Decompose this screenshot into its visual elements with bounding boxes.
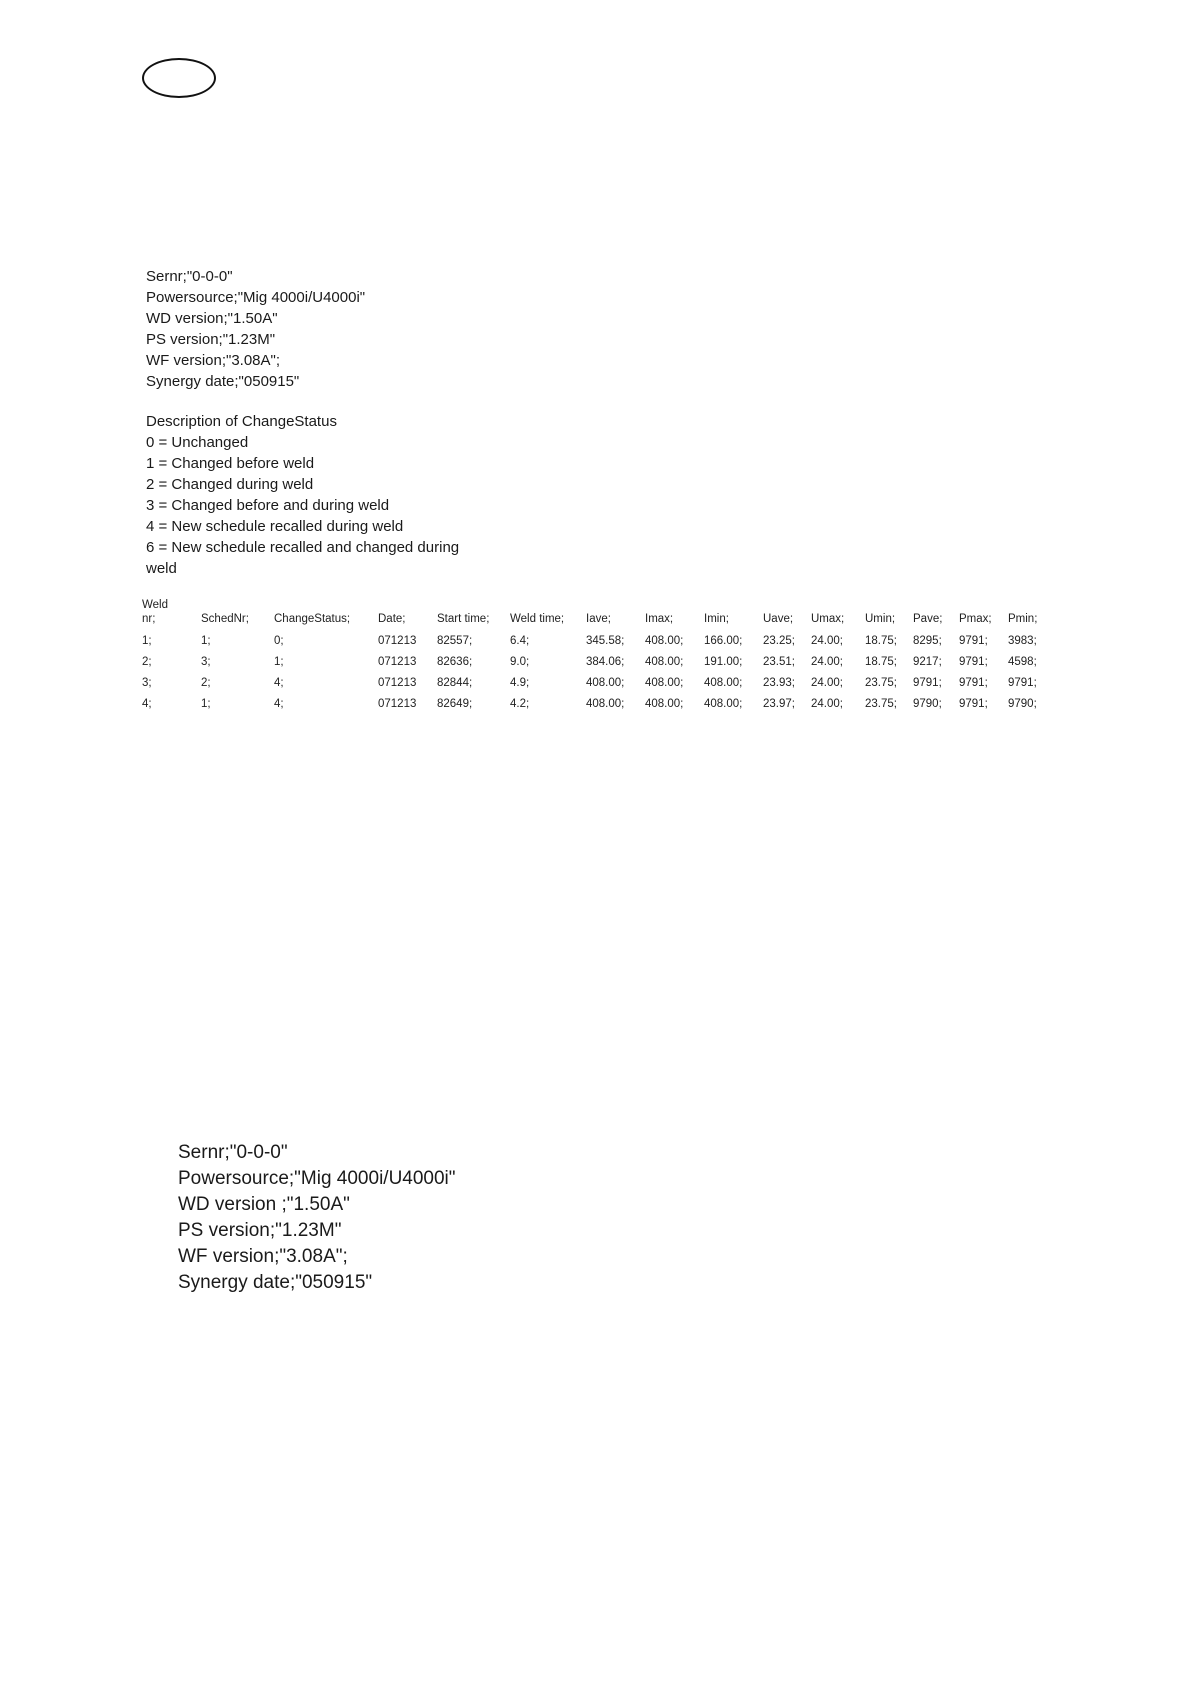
table-cell: 9791; — [959, 698, 988, 710]
table-cell: 9791; — [959, 635, 988, 647]
table-cell: 191.00; — [704, 656, 743, 668]
table-cell: 408.00; — [704, 698, 743, 710]
column-header — [1008, 596, 1048, 626]
table-cell: 071213 — [378, 677, 417, 689]
table-cell: 9791; — [913, 677, 942, 689]
change-status-description — [146, 411, 459, 579]
table-cell: 9790; — [1008, 698, 1037, 710]
info-line: WF version;"3.08A"; — [178, 1246, 348, 1267]
table-cell: 1; — [274, 656, 284, 668]
table-cell: 408.00; — [704, 677, 743, 689]
table-cell: 9.0; — [510, 656, 530, 668]
column-header — [959, 596, 1008, 626]
table-cell: 82649; — [437, 698, 473, 710]
table-cell: 6.4; — [510, 635, 530, 647]
table-cell: 408.00; — [645, 698, 684, 710]
column-header-text: Uave; — [763, 613, 794, 625]
table-cell: 3; — [142, 677, 152, 689]
column-header — [763, 596, 811, 626]
table-cell: 0; — [274, 635, 284, 647]
table-cell: 166.00; — [704, 635, 743, 647]
column-header-text: Weld time; — [510, 613, 565, 625]
column-header-text: Imax; — [645, 613, 674, 625]
column-header-text: Umin; — [865, 613, 896, 625]
column-header-text: Umax; — [811, 613, 845, 625]
column-header-text: SchedNr; — [201, 613, 249, 625]
table-cell: 3; — [201, 656, 211, 668]
table-cell: 24.00; — [811, 656, 843, 668]
table-cell: 4; — [274, 677, 284, 689]
column-header — [865, 596, 913, 626]
table-cell: 345.58; — [586, 635, 625, 647]
table-header-row — [142, 596, 1048, 626]
table-cell: 9791; — [1008, 677, 1037, 689]
table-cell: 408.00; — [645, 656, 684, 668]
table-cell: 18.75; — [865, 656, 897, 668]
table-cell: 1; — [201, 698, 211, 710]
table-row — [142, 626, 1048, 647]
table-cell: 2; — [142, 656, 152, 668]
table-row — [142, 689, 1048, 710]
column-header — [378, 596, 437, 626]
column-header — [913, 596, 959, 626]
table-row — [142, 647, 1048, 668]
change-status-item: 3 = Changed before and during weld — [146, 497, 390, 514]
table-cell: 82557; — [437, 635, 473, 647]
column-header-text: ChangeStatus; — [274, 613, 351, 625]
table-cell: 8295; — [913, 635, 942, 647]
info-line: Powersource;"Mig 4000i/U4000i" — [146, 289, 366, 306]
change-status-item: weld — [146, 560, 177, 577]
table-cell: 9790; — [913, 698, 942, 710]
language-marker-oval — [142, 58, 216, 98]
table-cell: 1; — [201, 635, 211, 647]
table-cell: 408.00; — [645, 635, 684, 647]
weld-log-table — [142, 596, 1048, 710]
column-header — [510, 596, 586, 626]
table-cell: 3983; — [1008, 635, 1037, 647]
table-cell: 24.00; — [811, 677, 843, 689]
change-status-item: 0 = Unchanged — [146, 434, 249, 451]
change-status-item: 2 = Changed during weld — [146, 476, 314, 493]
column-header — [704, 596, 763, 626]
table-cell: 23.51; — [763, 656, 795, 668]
machine-info-block — [146, 266, 365, 392]
change-status-item: 1 = Changed before weld — [146, 455, 315, 472]
table-cell: 24.00; — [811, 635, 843, 647]
table-cell: 9791; — [959, 656, 988, 668]
column-header — [142, 596, 201, 626]
table-cell: 408.00; — [586, 677, 625, 689]
table-cell: 4598; — [1008, 656, 1037, 668]
column-header-text: Pmin; — [1008, 613, 1038, 625]
column-header-text: Imin; — [704, 613, 729, 625]
info-line: PS version;"1.23M" — [146, 331, 276, 348]
table-cell: 9217; — [913, 656, 942, 668]
column-header-text: nr; — [142, 613, 156, 625]
table-cell: 18.75; — [865, 635, 897, 647]
table-cell: 23.75; — [865, 677, 897, 689]
column-header-text: Date; — [378, 613, 406, 625]
table-cell: 071213 — [378, 656, 417, 668]
info-line: PS version;"1.23M" — [178, 1220, 342, 1241]
info-line: Sernr;"0-0-0" — [146, 268, 233, 285]
table-cell: 071213 — [378, 635, 417, 647]
column-header — [437, 596, 510, 626]
info-line: Sernr;"0-0-0" — [178, 1142, 288, 1163]
table-cell: 9791; — [959, 677, 988, 689]
table-cell: 1; — [142, 635, 152, 647]
column-header-text: Pave; — [913, 613, 943, 625]
info-line: WF version;"3.08A"; — [146, 352, 281, 369]
info-line: Synergy date;"050915" — [146, 373, 300, 390]
table-cell: 23.93; — [763, 677, 795, 689]
table-cell: 24.00; — [811, 698, 843, 710]
table-cell: 4; — [142, 698, 152, 710]
table-cell: 82636; — [437, 656, 473, 668]
change-status-item: 4 = New schedule recalled during weld — [146, 518, 404, 535]
table-cell: 82844; — [437, 677, 473, 689]
column-header — [274, 596, 378, 626]
machine-info-enlarged — [178, 1140, 456, 1296]
table-cell: 408.00; — [645, 677, 684, 689]
change-status-item: 6 = New schedule recalled and changed during — [146, 539, 460, 556]
info-line: WD version;"1.50A" — [146, 310, 278, 327]
table-cell: 4; — [274, 698, 284, 710]
column-header-text: Weld — [142, 599, 168, 611]
table-cell: 408.00; — [586, 698, 625, 710]
table-cell: 384.06; — [586, 656, 625, 668]
column-header — [645, 596, 704, 626]
table-cell: 23.25; — [763, 635, 795, 647]
info-line: WD version ;"1.50A" — [178, 1194, 350, 1215]
table-cell: 071213 — [378, 698, 417, 710]
column-header — [811, 596, 865, 626]
info-line: Synergy date;"050915" — [178, 1272, 373, 1293]
table-cell: 23.97; — [763, 698, 795, 710]
table-row — [142, 668, 1048, 689]
table-cell: 2; — [201, 677, 211, 689]
change-status-title: Description of ChangeStatus — [146, 413, 337, 430]
column-header — [586, 596, 645, 626]
table-cell: 4.2; — [510, 698, 530, 710]
column-header — [201, 596, 274, 626]
column-header-text: Pmax; — [959, 613, 992, 625]
table-cell: 23.75; — [865, 698, 897, 710]
table-cell: 4.9; — [510, 677, 530, 689]
info-line: Powersource;"Mig 4000i/U4000i" — [178, 1168, 456, 1189]
column-header-text: Start time; — [437, 613, 490, 625]
column-header-text: Iave; — [586, 613, 611, 625]
